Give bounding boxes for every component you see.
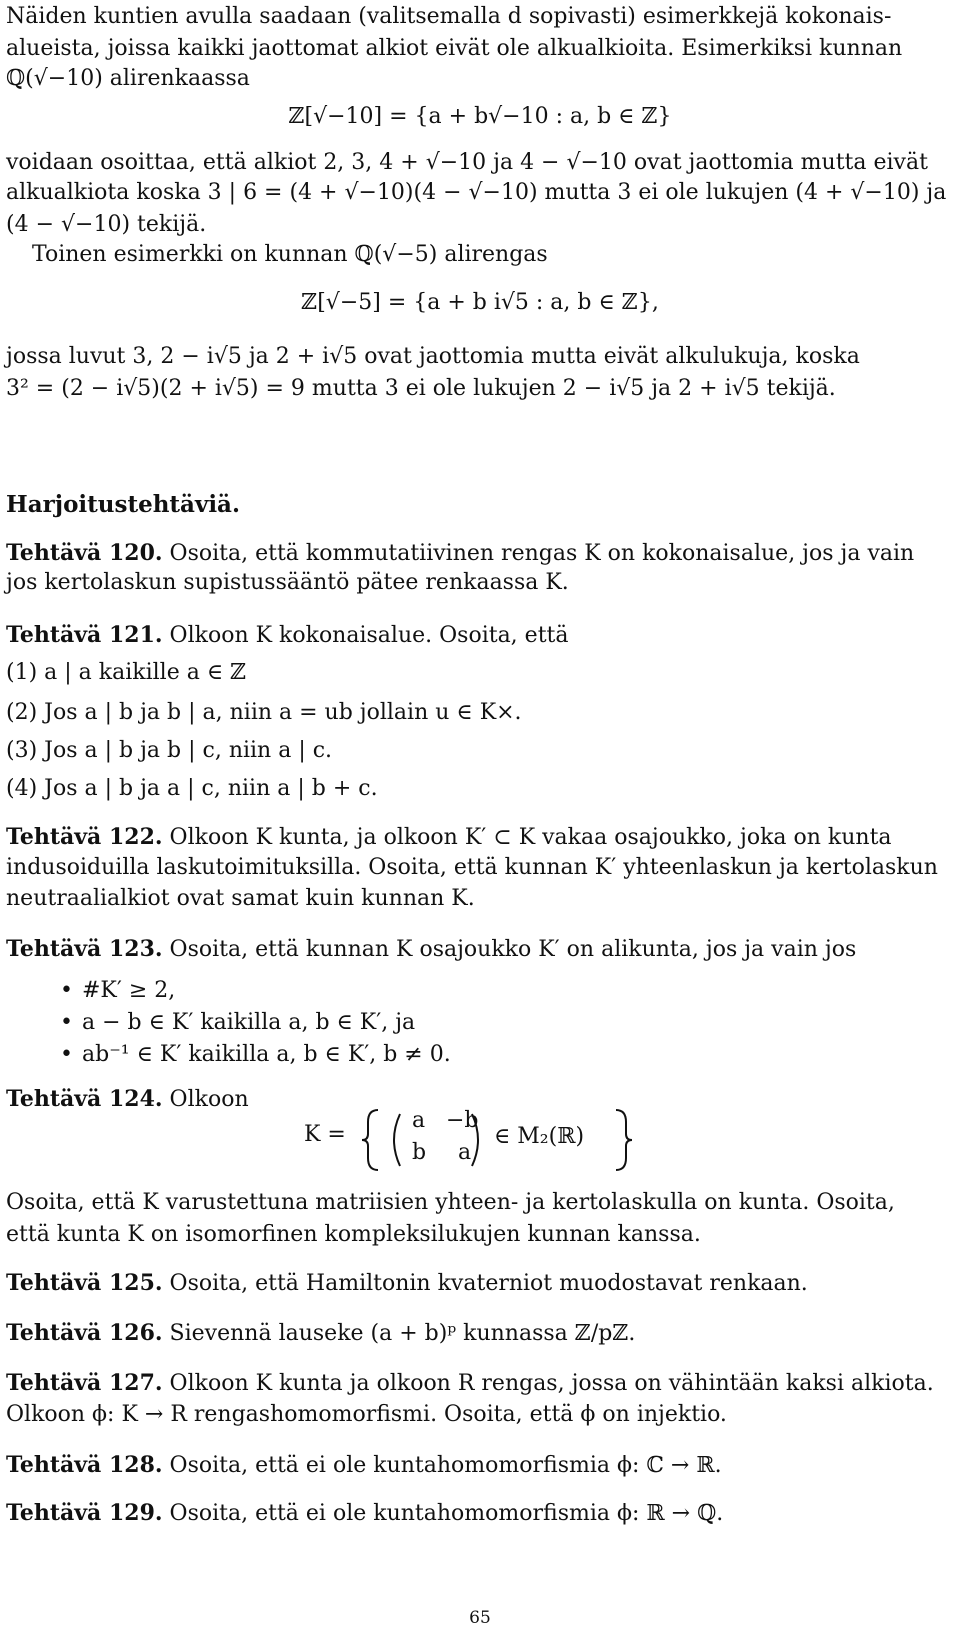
exercise-122-line-2: indusoiduilla laskutoimituksilla. Osoita, että kunnan K′ yhteenlaskun ja kertolaskun [6,855,938,880]
matrix-a11: a [412,1108,426,1133]
exercise-text: Sievennä lauseke (a + b)ᵖ kunnassa ℤ/pℤ. [169,1321,636,1346]
exercise-text: Osoita, että ei ole kuntahomomorfismia ϕ: ℂ → ℝ. [169,1453,722,1478]
section-heading: Harjoitustehtäviä. [6,491,240,518]
exercise-label: Tehtävä 123. [6,936,163,962]
example-2-line-1: jossa luvut 3, 2 − i√5 ja 2 + i√5 ovat jaottomia mutta eivät alkulukuja, koska [6,344,860,369]
matrix-a21: b [412,1140,427,1165]
bullet-icon: • [60,978,73,1003]
exercise-text: Olkoon K kunta ja olkoon R rengas, jossa on vähintään kaksi alkiota. [169,1371,934,1396]
intro-after-2: alkualkiota koska 3 | 6 = (4 + √−10)(4 − √−10) mutta 3 ei ole lukujen (4 + √−10) ja [6,180,947,205]
intro-line-1: Näiden kuntien avulla saadaan (valitsemalla d sopivasti) esimerkkejä kokonais- [6,4,892,29]
exercise-text: Osoita, että kunnan K osajoukko K′ on alikunta, jos ja vain jos [169,937,857,962]
page-number: 65 [469,1608,491,1628]
intro-after-1: voidaan osoittaa, että alkiot 2, 3, 4 + √−10 ja 4 − √−10 ovat jaottomia mutta eivät [6,150,928,175]
exercise-label: Tehtävä 120. [6,540,163,566]
exercise-label: Tehtävä 121. [6,622,163,648]
second-example: Toinen esimerkki on kunnan ℚ(√−5) alirengas [32,242,548,267]
exercise-127 [6,1370,934,1397]
exercise-121 [6,622,569,649]
exercise-text: Olkoon [169,1087,249,1112]
exercise-127-line-2: Olkoon ϕ: K → R rengashomomorfismi. Osoita, että ϕ on injektio. [6,1402,727,1427]
exercise-121-item-1: (1) a | a kaikille a ∈ ℤ [6,660,247,685]
exercise-121-item-2: (2) Jos a | b ja b | a, niin a = ub jollain u ∈ K×. [6,700,522,725]
exercise-120 [6,540,914,567]
exercise-129 [6,1500,723,1527]
matrix-a22: a [458,1140,472,1165]
exercise-125 [6,1270,808,1297]
exercise-128 [6,1452,722,1479]
intro-after-3: (4 − √−10) tekijä. [6,212,207,237]
exercise-126 [6,1320,635,1347]
exercise-121-item-4: (4) Jos a | b ja a | c, niin a | b + c. [6,776,378,801]
formula-z-sqrt-5: ℤ[√−5] = {a + b i√5 : a, b ∈ ℤ}, [301,290,659,315]
exercise-123-bullet-1: #K′ ≥ 2, [82,978,176,1003]
exercise-label: Tehtävä 125. [6,1270,163,1296]
exercise-label: Tehtävä 127. [6,1370,163,1396]
exercise-text: Olkoon K kokonaisalue. Osoita, että [169,623,569,648]
set-membership: ∈ M₂(ℝ) [494,1124,585,1149]
exercise-text: Olkoon K kunta, ja olkoon K′ ⊂ K vakaa osajoukko, joka on kunta [169,825,892,850]
exercise-121-item-3: (3) Jos a | b ja b | c, niin a | c. [6,738,333,763]
exercise-label: Tehtävä 122. [6,824,163,850]
formula-z-sqrt-10: ℤ[√−10] = {a + b√−10 : a, b ∈ ℤ} [288,104,672,129]
exercise-text: Osoita, että ei ole kuntahomomorfismia ϕ: ℝ → ℚ. [169,1501,724,1526]
intro-line-3: ℚ(√−10) alirenkaassa [6,66,250,91]
exercise-122-line-3: neutraalialkiot ovat samat kuin kunnan K. [6,886,475,911]
exercise-label: Tehtävä 124. [6,1086,163,1112]
exercise-124-line-2: Osoita, että K varustettuna matriisien yhteen- ja kertolaskulla on kunta. Osoita, [6,1190,895,1215]
exercise-120-line-2: jos kertolaskun supistussääntö pätee renkaassa K. [6,570,569,595]
exercise-label: Tehtävä 126. [6,1320,163,1346]
example-2-line-2: 3² = (2 − i√5)(2 + i√5) = 9 mutta 3 ei ole lukujen 2 − i√5 ja 2 + i√5 tekijä. [6,376,836,401]
exercise-text: Osoita, että kommutatiivinen rengas K on kokonaisalue, jos ja vain [169,541,915,566]
exercise-124-line-3: että kunta K on isomorfinen kompleksilukujen kunnan kanssa. [6,1222,701,1247]
exercise-123-bullet-2: a − b ∈ K′ kaikilla a, b ∈ K′, ja [82,1010,416,1035]
exercise-124 [6,1086,249,1113]
exercise-label: Tehtävä 129. [6,1500,163,1526]
intro-line-2: alueista, joissa kaikki jaottomat alkiot eivät ole alkualkioita. Esimerkiksi kunnan [6,36,903,61]
exercise-label: Tehtävä 128. [6,1452,163,1478]
exercise-text: Osoita, että Hamiltonin kvaterniot muodostavat renkaan. [169,1271,808,1296]
bullet-icon: • [60,1042,73,1067]
matrix-a12: −b [446,1108,479,1133]
exercise-123 [6,936,856,963]
exercise-122 [6,824,892,851]
k-equals: K = [304,1122,346,1147]
exercise-123-bullet-3: ab⁻¹ ∈ K′ kaikilla a, b ∈ K′, b ≠ 0. [82,1042,451,1067]
bullet-icon: • [60,1010,73,1035]
